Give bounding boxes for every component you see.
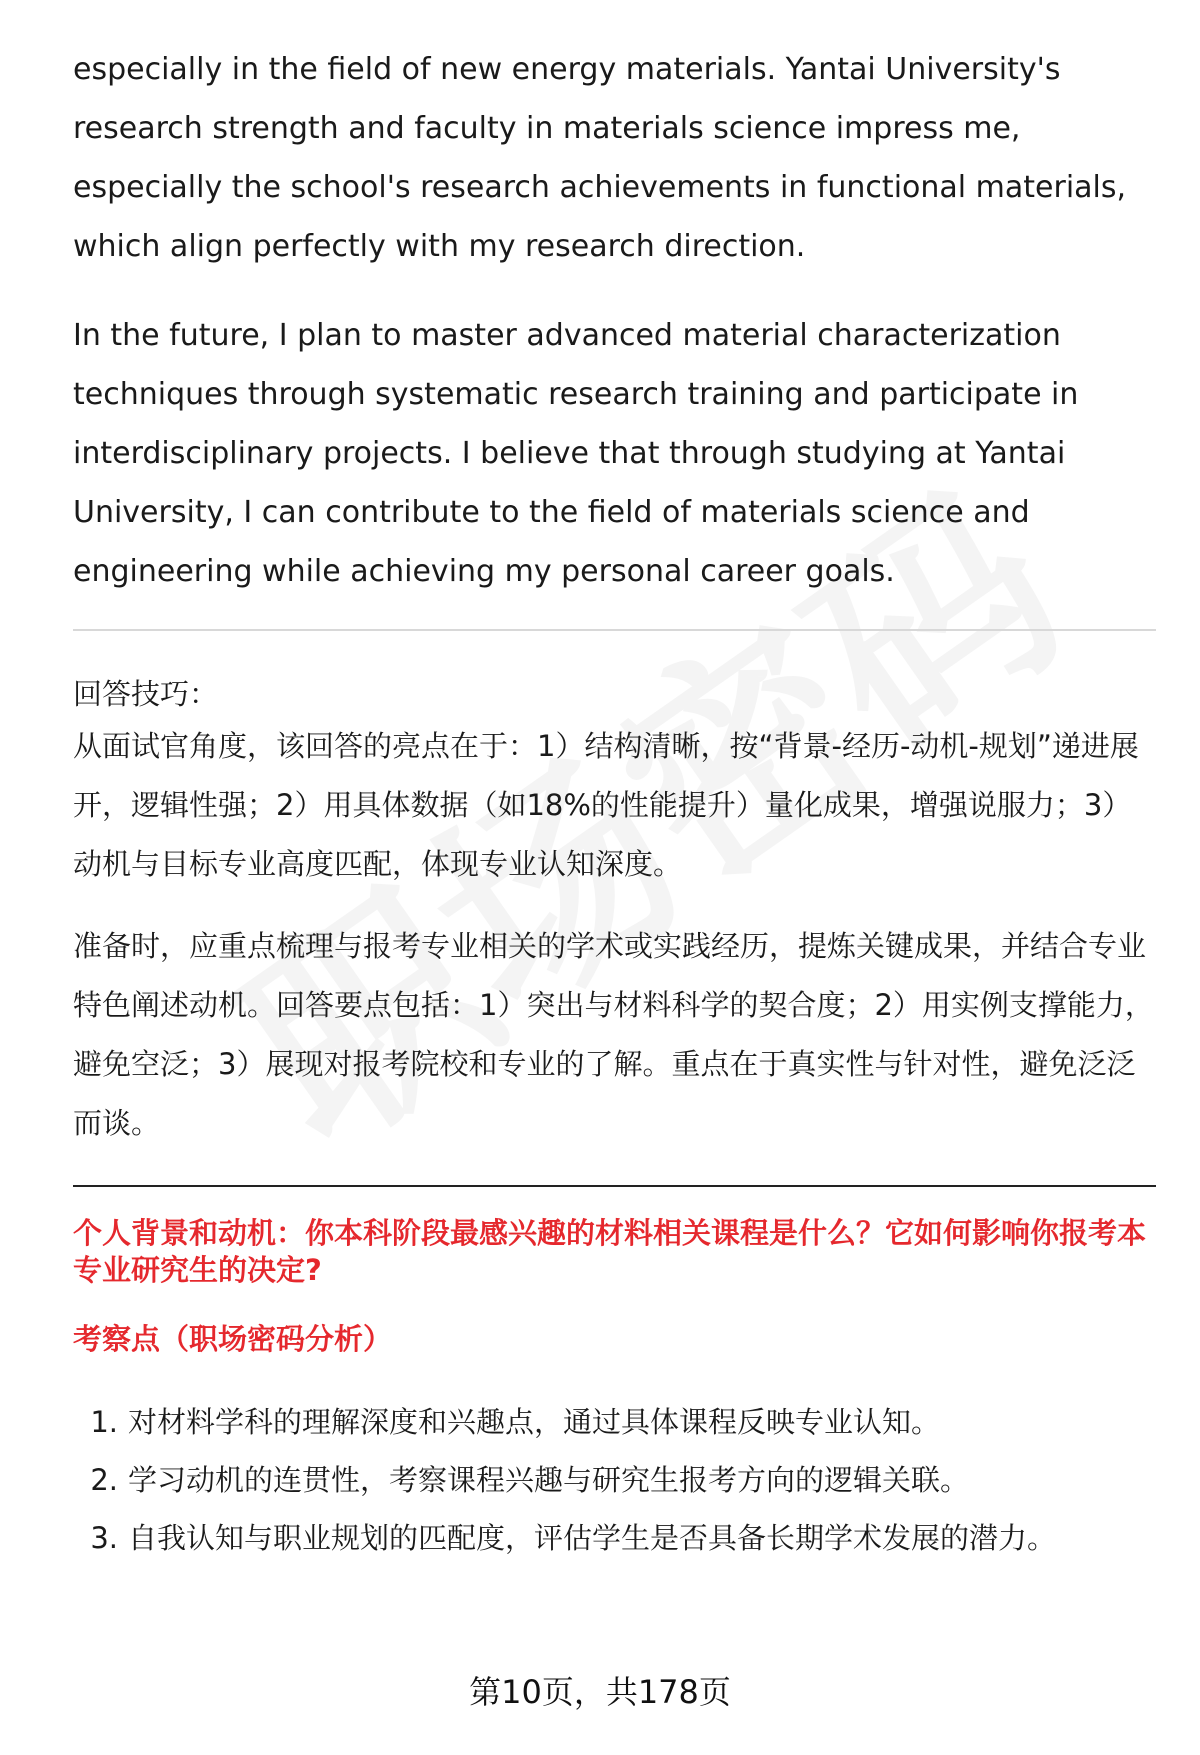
list-item-number: 3. [90, 1521, 118, 1555]
list-item-text: 对材料学科的理解深度和兴趣点，通过具体课程反映专业认知。 [128, 1405, 941, 1439]
tips-label: 回答技巧： [73, 677, 219, 711]
list-item-number: 2. [90, 1463, 118, 1497]
list-item [73, 1393, 1156, 1451]
document-page [73, 40, 1156, 1567]
section-divider [73, 629, 1156, 631]
list-item [73, 1451, 1156, 1509]
list-item-text: 自我认知与职业规划的匹配度，评估学生是否具备长期学术发展的潜力。 [128, 1521, 1057, 1555]
assessment-subheading: 考察点（职场密码分析） [73, 1322, 393, 1356]
tips-paragraph: 准备时，应重点梳理与报考专业相关的学术或实践经历，提炼关键成果，并结合专业特色阐述动机。回答要点包括：1）突出与材料科学的契合度；2）用实例支撑能力，避免空泛；3）展现对报考院校和专业的了解。重点在于真实性与针对性，避免泛泛而谈。 [73, 929, 1154, 1140]
page-number: 第10页，共178页 [469, 1673, 731, 1711]
list-item-text: 学习动机的连贯性，考察课程兴趣与研究生报考方向的逻辑关联。 [128, 1463, 970, 1497]
list-item [73, 1509, 1156, 1567]
assessment-points-list [73, 1393, 1156, 1567]
list-item-number: 1. [90, 1405, 118, 1439]
answer-paragraph: In the future, I plan to master advanced material characterization techniques through systematic research training and participate in interdisciplinary projects. I believe that through studying at Yantai University, I can contribute to the field of materials science and engineering while achieving my personal career goals. [73, 318, 1079, 589]
answer-paragraph: especially in the field of new energy materials. Yantai University's research strength and faculty in materials science impress me, especially the school's research achievements in functional materials, which align perfectly with my research direction. [73, 52, 1127, 264]
tips-paragraph: 从面试官角度，该回答的亮点在于：1）结构清晰，按“背景-经历-动机-规划”递进展开，逻辑性强；2）用具体数据（如18%的性能提升）量化成果，增强说服力；3）动机与目标专业高度匹配，体现专业认知深度。 [73, 729, 1139, 881]
question-divider [73, 1185, 1156, 1187]
question-title: 个人背景和动机：你本科阶段最感兴趣的材料相关课程是什么？它如何影响你报考本专业研究生的决定? [73, 1216, 1147, 1287]
